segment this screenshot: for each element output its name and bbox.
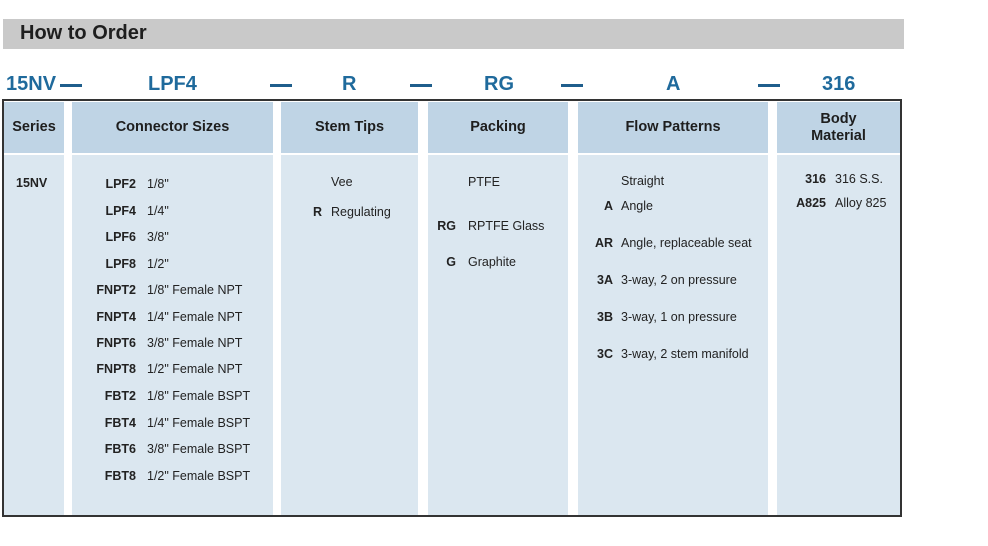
option-code: LPF4 bbox=[105, 204, 136, 218]
option-desc: 316 S.S. bbox=[835, 172, 883, 186]
option-code: G bbox=[446, 255, 456, 269]
option-code: 3A bbox=[597, 273, 613, 287]
option-desc: 1/8" Female BSPT bbox=[147, 389, 251, 403]
option-desc: 1/8" Female NPT bbox=[147, 283, 243, 297]
option-code: A bbox=[603, 199, 613, 213]
option-desc: 1/8" bbox=[147, 177, 169, 191]
header-packing: Packing bbox=[428, 102, 568, 155]
option-desc: PTFE bbox=[468, 175, 500, 189]
option-code: FBT8 bbox=[104, 469, 136, 483]
option-code: AR bbox=[594, 236, 613, 250]
option-desc: RPTFE Glass bbox=[468, 219, 545, 233]
title-bar bbox=[3, 19, 904, 49]
option-desc: Regulating bbox=[331, 205, 391, 219]
option-desc: 3/8" Female NPT bbox=[147, 336, 243, 350]
option-code: 316 bbox=[805, 172, 826, 186]
option-code: 3B bbox=[597, 310, 613, 324]
option-desc: 1/4" bbox=[147, 204, 169, 218]
code-separator bbox=[561, 84, 583, 87]
option-code: 15NV bbox=[16, 176, 48, 190]
header-body bbox=[777, 102, 900, 155]
header-flow: Flow Patterns bbox=[578, 102, 768, 155]
option-code: FNPT6 bbox=[96, 336, 136, 350]
column-series bbox=[4, 102, 64, 515]
option-desc: 3/8" Female BSPT bbox=[147, 442, 251, 456]
option-code: FBT2 bbox=[104, 389, 136, 403]
option-desc: 1/2" Female NPT bbox=[147, 362, 243, 376]
code-separator bbox=[270, 84, 292, 87]
code-packing: RG bbox=[484, 73, 514, 95]
header-stem: Stem Tips bbox=[281, 102, 418, 155]
option-code: 3C bbox=[597, 347, 613, 361]
option-desc: Vee bbox=[331, 175, 353, 189]
code-separator bbox=[758, 84, 780, 87]
header-connector: Connector Sizes bbox=[72, 102, 273, 155]
option-desc: 3-way, 2 on pressure bbox=[621, 273, 737, 287]
option-code: A825 bbox=[796, 196, 826, 210]
option-code: R bbox=[312, 205, 322, 219]
option-code: FNPT8 bbox=[96, 362, 136, 376]
option-desc: Straight bbox=[621, 174, 665, 188]
code-separator bbox=[410, 84, 432, 87]
header-series: Series bbox=[4, 102, 64, 155]
code-series: 15NV bbox=[6, 73, 57, 95]
header-body-line2: Material bbox=[811, 127, 866, 144]
option-code: FNPT4 bbox=[96, 310, 136, 324]
option-code: LPF2 bbox=[105, 177, 136, 191]
option-desc: 3/8" bbox=[147, 230, 169, 244]
option-desc: Angle, replaceable seat bbox=[621, 236, 752, 250]
option-desc: 1/4" Female NPT bbox=[147, 310, 243, 324]
code-flow: A bbox=[666, 73, 681, 95]
option-desc: 1/4" Female BSPT bbox=[147, 416, 251, 430]
option-desc: Angle bbox=[621, 199, 653, 213]
option-code: FBT6 bbox=[104, 442, 136, 456]
code-separator bbox=[60, 84, 82, 87]
page-title: How to Order bbox=[20, 22, 147, 44]
option-desc: 1/2" bbox=[147, 257, 169, 271]
option-desc: 3-way, 2 stem manifold bbox=[621, 347, 749, 361]
column-flow bbox=[578, 102, 768, 515]
column-packing bbox=[428, 102, 568, 515]
option-code: FBT4 bbox=[104, 416, 136, 430]
option-code: LPF8 bbox=[105, 257, 136, 271]
column-body bbox=[777, 102, 900, 515]
option-desc: 3-way, 1 on pressure bbox=[621, 310, 737, 324]
code-body: 316 bbox=[822, 73, 856, 95]
column-stem bbox=[281, 102, 418, 515]
option-desc: Graphite bbox=[468, 255, 516, 269]
header-body-line1: Body bbox=[820, 110, 857, 127]
option-code: FNPT2 bbox=[96, 283, 136, 297]
option-desc: Alloy 825 bbox=[835, 196, 887, 210]
code-connector: LPF4 bbox=[148, 73, 197, 95]
option-desc: 1/2" Female BSPT bbox=[147, 469, 251, 483]
option-code: RG bbox=[437, 219, 456, 233]
option-code: LPF6 bbox=[105, 230, 136, 244]
code-stem: R bbox=[342, 73, 357, 95]
